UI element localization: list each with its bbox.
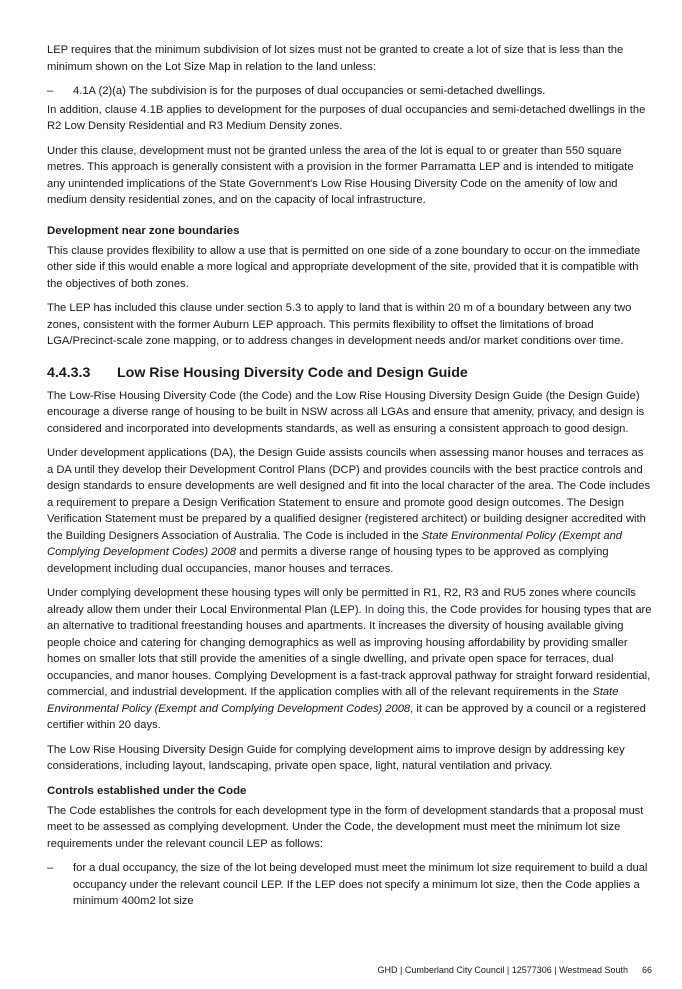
paragraph-section-5-3: The LEP has included this clause under section 5.3 to apply to land that is within 20 m of a boundary between any two zones, consistent with the former Auburn LEP approach. This permits flexibility to offset the limitations of broad LGA/Precinct-scale zone mapping, or to address changes in development needs and/or market conditions over time. [47, 302, 632, 347]
paragraph-clause-4-1b: In addition, clause 4.1B applies to development for the purposes of dual occupancies and semi-detached dwellings in the R2 Low Density Residential and R3 Medium Density zones. [47, 103, 646, 132]
paragraph-design-guide: The Low Rise Housing Diversity Design Guide for complying development aims to improve design by addressing key considerations, including layout, landscaping, private open space, light, natural ventilation and privacy. [47, 743, 625, 772]
heading-zone-boundaries: Development near zone boundaries [47, 224, 240, 237]
bullet-item [47, 860, 652, 910]
section-number: 4.4.3.3 [47, 364, 91, 381]
bullet-dash: – [47, 85, 54, 97]
paragraph-complying-development [47, 585, 652, 734]
text-run: Under complying development these housing types will only be permitted in R1, R2, R3 and RU5 zones where councils already allow them under their Local Environmental Plan (LEP). [47, 587, 636, 616]
paragraph-zone-flexibility: This clause provides flexibility to allow a use that is permitted on one side of a zone boundary to occur on the immediate other side if this would enable a more logical and appropriate development of the site, provided that it is compatible with the objectives of both zones. [47, 244, 641, 290]
paragraph-development-applications [47, 445, 652, 577]
paragraph-code-intro: The Low-Rise Housing Diversity Code (the Code) and the Low Rise Housing Diversity Design Guide (the Design Guide) encourage a diverse range of housing to be built in NSW across all LGAs and ensure that amenity, privacy, and design is considered and incorporated into developments standards, as well as ensuring a consistent approach to good design. [47, 389, 645, 435]
document-body [47, 42, 652, 912]
section-heading [47, 364, 652, 382]
paragraph-lep-requirements: LEP requires that the minimum subdivision of lot sizes must not be granted to create a lot of size that is less than the minimum shown on the Lot Size Map in relation to the land unless: [47, 44, 624, 73]
text-run: and permits a diverse range of housing types to be approved as complying development including dual occupancies, manor houses and terraces. [47, 546, 609, 575]
heading-controls: Controls established under the Code [47, 784, 247, 797]
bullet-text: 4.1A (2)(a) The subdivision is for the purposes of dual occupancies or semi-detached dwellings. [73, 85, 546, 97]
page-footer [0, 964, 652, 976]
section-title: Low Rise Housing Diversity Code and Design Guide [117, 364, 468, 381]
page-number: 66 [641, 965, 652, 975]
bullet-dash: – [47, 862, 54, 874]
italic-policy-title: State Environmental Policy (Exempt and Complying Development Codes) 2008 [47, 529, 623, 558]
highlighted-text: In doing this, [364, 603, 429, 616]
bullet-text: for a dual occupancy, the size of the lot being developed must meet the minimum lot size requirement to build a dual occupancy under the relevant council LEP. If the LEP does not specify a minimum lot size, then the Code applies a minimum 400m2 lot size [73, 862, 648, 907]
paragraph-controls: The Code establishes the controls for each development type in the form of development standards that a proposal must meet to be assessed as complying development. Under the Code, the development must meet the minimum lot size requirements under the relevant council LEP as follows: [47, 804, 644, 850]
footer-text: GHD | Cumberland City Council | 12577306 | Westmead South [377, 965, 628, 975]
text-run: Under development applications (DA), the Design Guide assists councils when assessing manor houses and terraces as a DA until they develop their Development Control Plans (DCP) and provides councils with the best practice controls and design standards to ensure developments are well designed and fit into the local character of the area. The Code includes a requirement to prepare a Design Verification Statement to ensure and promote good design outcomes. The Design Verification Statement must be prepared by a qualified designer (registered architect) or building designer accredited with the Building Designers Association of Australia. The Code is included in the [47, 447, 651, 542]
text-run: , it can be approved by a council or a registered certifier within 20 days. [47, 702, 646, 731]
text-run: the Code provides for housing types that are an alternative to traditional freestanding houses and apartments. It increases the diversity of housing available giving people choice and catering for changing demographics as well as improving housing affordability by providing smaller homes on smaller lots that still provide the amenities of a single dwelling, and private open space for terraces, dual occupancies, and manor houses. Complying Development is a fast-track approval pathway for straight forward residential, commercial, and industrial development. If the application complies with all of the relevant requirements in the [47, 603, 652, 698]
italic-policy-title: State Environmental Policy (Exempt and Complying Development Codes) 2008 [47, 686, 619, 715]
bullet-item [47, 83, 652, 100]
paragraph-clause-550sqm: Under this clause, development must not be granted unless the area of the lot is equal to or greater than 550 square metres. This approach is generally consistent with a provision in the former Parramatta LEP and is intended to mitigate any unintended implications of the State Government's Low Rise Housing Diversity Code on the amenity of low and medium density residential zones, and on the capacity of local infrastructure. [47, 144, 634, 206]
